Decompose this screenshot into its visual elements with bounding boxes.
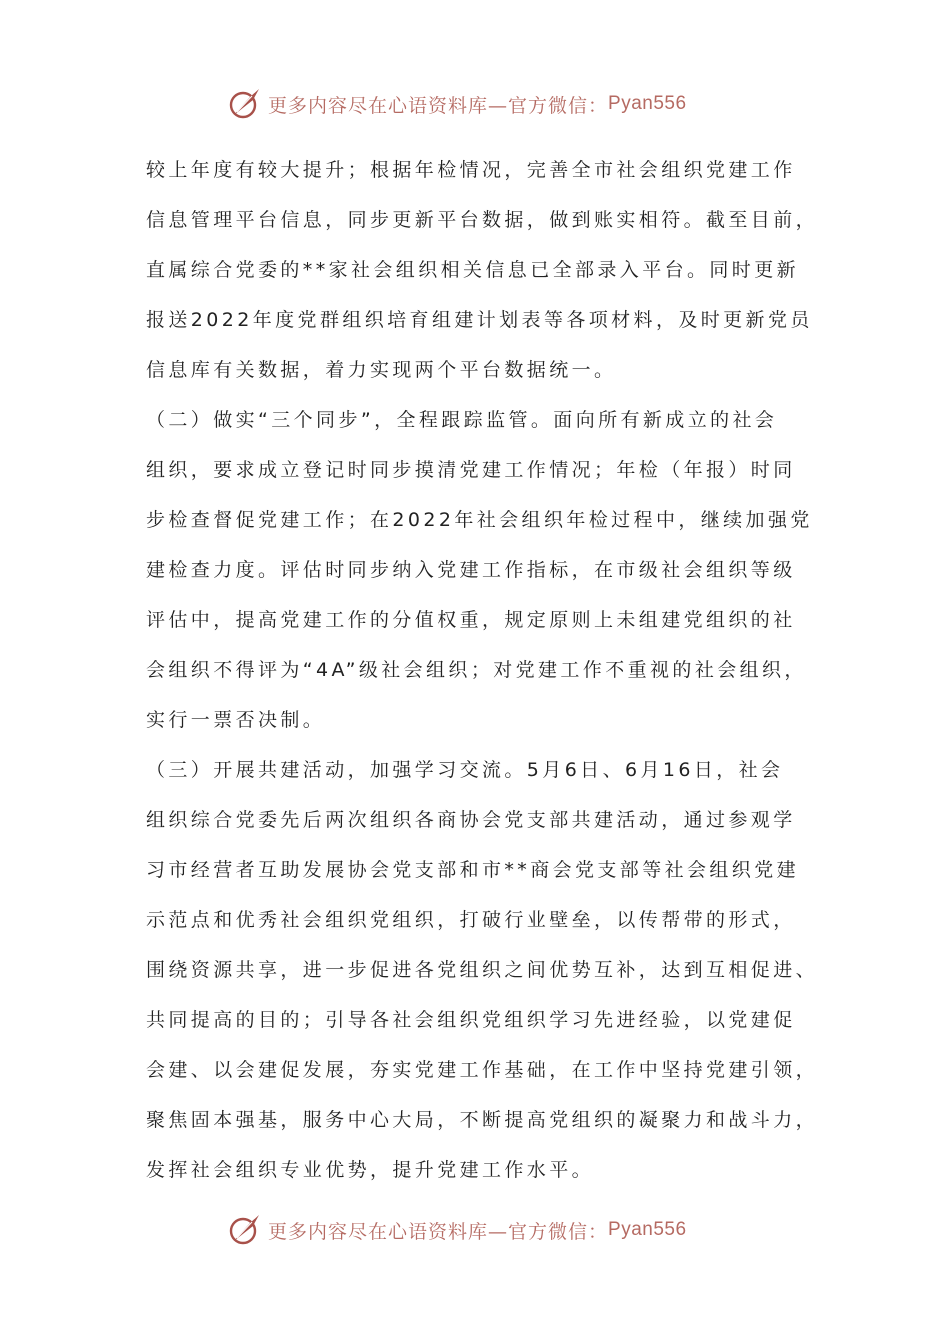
text-line: 聚焦固本强基，服务中心大局，不断提高党组织的凝聚力和战斗力， — [146, 1109, 819, 1131]
paragraph-2 — [146, 401, 826, 751]
text-line: 建检查力度。评估时同步纳入党建工作指标，在市级社会组织等级 — [146, 559, 796, 581]
text-line: 会组织不得评为“4A”级社会组织；对党建工作不重视的社会组织， — [146, 659, 807, 681]
text-line: 共同提高的目的；引导各社会组织党组织学习先进经验，以党建促 — [146, 1009, 796, 1031]
text-line: 信息管理平台信息，同步更新平台数据，做到账实相符。截至目前， — [146, 209, 819, 231]
text-line: 实行一票否决制。 — [146, 709, 326, 731]
paragraph-1 — [146, 151, 826, 401]
text-line: 发挥社会组织专业优势，提升党建工作水平。 — [146, 1159, 595, 1181]
text-line: （二）做实“三个同步”，全程跟踪监管。面向所有新成立的社会 — [146, 409, 778, 431]
paragraph-3 — [146, 751, 826, 1201]
watermark-text: 更多内容尽在心语资料库—官方微信： — [268, 94, 609, 117]
text-line: 围绕资源共享，进一步促进各党组织之间优势互补，达到互相促进、 — [146, 959, 819, 981]
header-watermark — [228, 86, 728, 122]
text-line: 直属综合党委的**家社会组织相关信息已全部录入平台。同时更新 — [146, 259, 800, 281]
text-line: （三）开展共建活动，加强学习交流。5月6日、6月16日，社会 — [146, 759, 784, 781]
text-line: 组织综合党委先后两次组织各商协会党支部共建活动，通过参观学 — [146, 809, 796, 831]
quill-logo-icon — [228, 1213, 262, 1247]
text-line: 评估中，提高党建工作的分值权重，规定原则上未组建党组织的社 — [146, 609, 796, 631]
watermark-text: 更多内容尽在心语资料库—官方微信： — [268, 1220, 609, 1243]
document-body — [146, 151, 826, 1201]
text-line: 会建、以会建促发展，夯实党建工作基础，在工作中坚持党建引领， — [146, 1059, 819, 1081]
watermark-wechat-id: Pyan556 — [608, 93, 687, 114]
text-line: 习市经营者互助发展协会党支部和市**商会党支部等社会组织党建 — [146, 859, 800, 881]
text-line: 组织，要求成立登记时同步摸清党建工作情况；年检（年报）时同 — [146, 459, 796, 481]
quill-logo-icon — [228, 87, 262, 121]
text-line: 信息库有关数据，着力实现两个平台数据统一。 — [146, 359, 617, 381]
text-line: 报送2022年度党群组织培育组建计划表等各项材料，及时更新党员 — [146, 309, 813, 331]
footer-watermark — [228, 1212, 728, 1248]
text-line: 较上年度有较大提升；根据年检情况，完善全市社会组织党建工作 — [146, 159, 796, 181]
text-line: 示范点和优秀社会组织党组织，打破行业壁垒，以传帮带的形式， — [146, 909, 796, 931]
text-line: 步检查督促党建工作；在2022年社会组织年检过程中，继续加强党 — [146, 509, 813, 531]
watermark-wechat-id: Pyan556 — [608, 1219, 687, 1240]
